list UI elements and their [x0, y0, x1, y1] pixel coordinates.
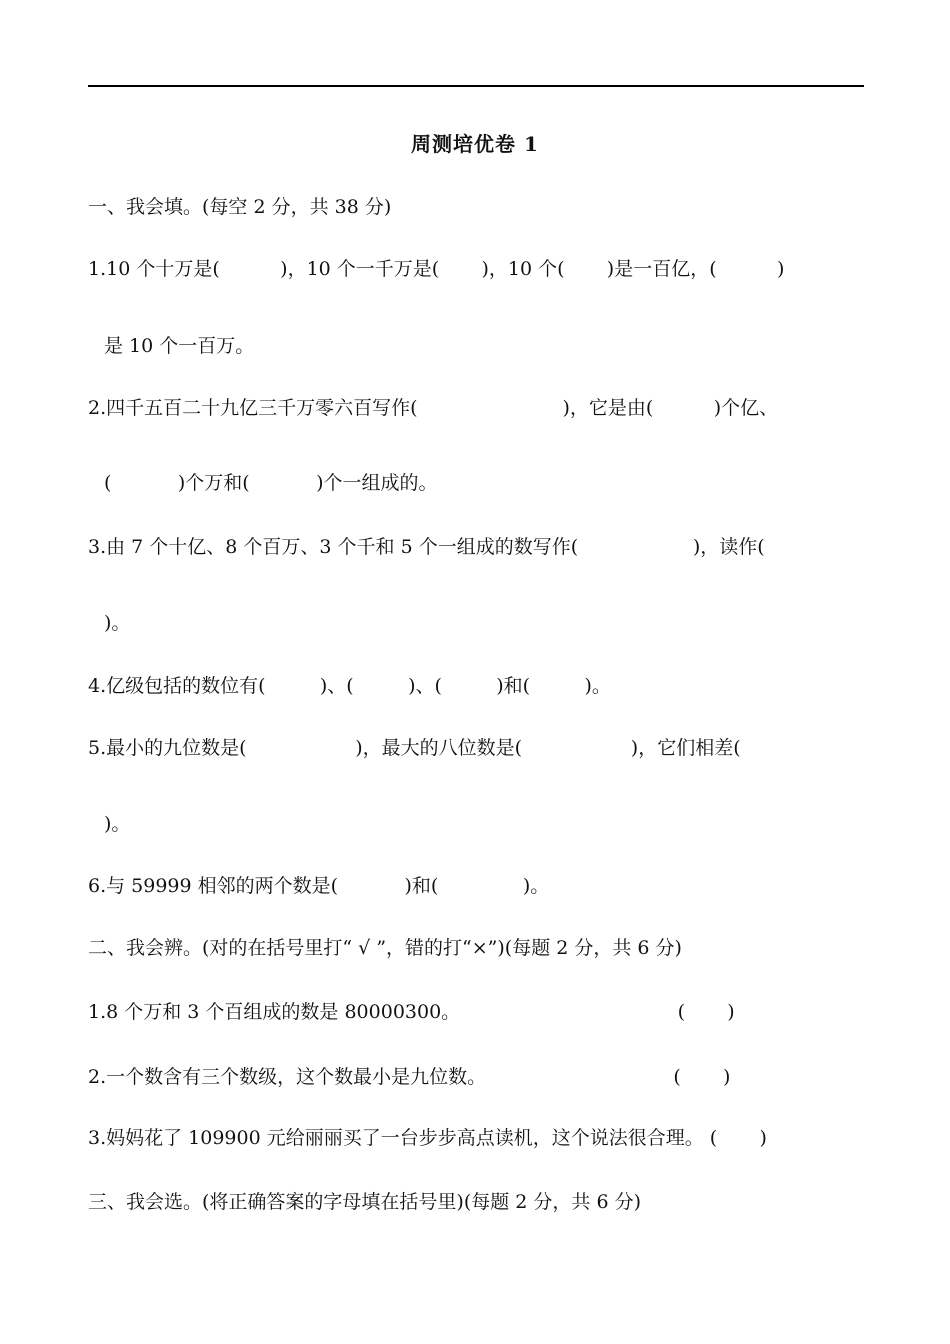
question-1-5: 5.最小的九位数是( )，最大的八位数是( )，它们相差( — [88, 737, 741, 759]
question-2-1: 1.8 个万和 3 个百组成的数是 80000300。 ( ) — [88, 1001, 735, 1023]
question-1-1-cont: 是 10 个一百万。 — [104, 335, 255, 357]
section-2-heading: 二、我会辨。(对的在括号里打“ √ ”，错的打“×”)(每题 2 分，共 6 分) — [88, 937, 682, 959]
question-1-3-cont: )。 — [104, 612, 131, 634]
question-1-3: 3.由 7 个十亿、8 个百万、3 个千和 5 个一组成的数写作( )，读作( — [88, 536, 765, 558]
question-1-5-cont: )。 — [104, 813, 131, 835]
question-1-6: 6.与 59999 相邻的两个数是( )和( )。 — [88, 875, 550, 897]
question-1-2-cont: ( )个万和( )个一组成的。 — [104, 472, 438, 494]
question-1-4: 4.亿级包括的数位有( )、( )、( )和( )。 — [88, 675, 611, 697]
question-2-2: 2.一个数含有三个数级，这个数最小是九位数。 ( ) — [88, 1066, 731, 1088]
section-1-heading: 一、我会填。(每空 2 分，共 38 分) — [88, 196, 392, 218]
question-1-1: 1.10 个十万是( )，10 个一千万是( )，10 个( )是一百亿，( ) — [88, 258, 785, 280]
page-title: 周测培优卷 1 — [411, 132, 539, 156]
top-rule — [88, 85, 864, 87]
question-2-3: 3.妈妈花了 109900 元给丽丽买了一台步步高点读机，这个说法很合理。 ( ) — [88, 1127, 767, 1149]
section-3-heading: 三、我会选。(将正确答案的字母填在括号里)(每题 2 分，共 6 分) — [88, 1191, 641, 1213]
question-1-2: 2.四千五百二十九亿三千万零六百写作( )，它是由( )个亿、 — [88, 397, 779, 419]
